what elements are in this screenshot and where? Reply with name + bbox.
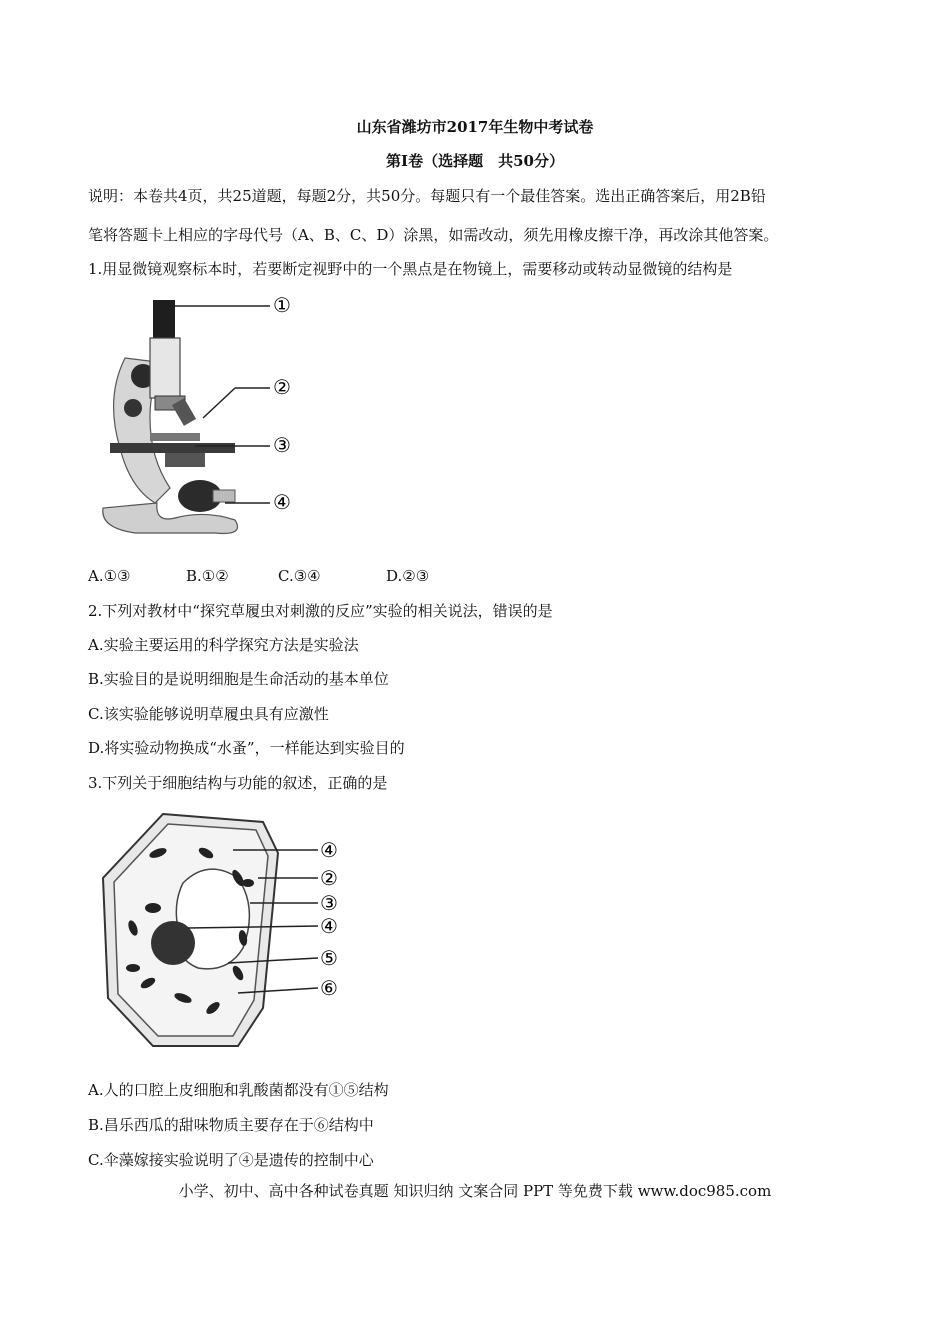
question-2-option-d: D.将实验动物换成“水蚤”，一样能达到实验目的: [88, 739, 405, 757]
cell-label-2: ②: [320, 866, 338, 890]
option-a: A.①③: [88, 567, 131, 585]
question-3-option-a: A.人的口腔上皮细胞和乳酸菌都没有①⑤结构: [88, 1081, 389, 1099]
option-d: D.②③: [386, 567, 430, 585]
question-2-option-b: B.实验目的是说明细胞是生命活动的基本单位: [88, 670, 389, 688]
question-1-options: [88, 566, 429, 586]
page-footer: 小学、初中、高中各种试卷真题 知识归纳 文案合同 PPT 等免费下载 www.doc985.com: [178, 1182, 772, 1200]
question-3-stem: 3.下列关于细胞结构与功能的叙述，正确的是: [88, 774, 388, 792]
cell-label-4: ④: [320, 914, 338, 938]
question-3-option-c: C.伞藻嫁接实验说明了④是遗传的控制中心: [88, 1151, 374, 1169]
cell-label-6: ⑥: [320, 976, 338, 1000]
figure-label-3: ③: [273, 433, 291, 457]
exam-title: 山东省潍坊市2017年生物中考试卷: [356, 118, 594, 136]
option-c: C.③④: [278, 567, 321, 585]
cell-label-3: ③: [320, 891, 338, 915]
question-2-option-c: C.该实验能够说明草履虫具有应激性: [88, 705, 329, 723]
microscope-figure: [95, 288, 305, 553]
figure-label-2: ②: [273, 375, 291, 399]
instructions-line-2: 笔将答题卡上相应的字母代号（A、B、C、D）涂黑，如需改动，须先用橡皮擦干净，再改涂其他答案。: [88, 226, 779, 244]
question-2-option-a: A.实验主要运用的科学探究方法是实验法: [88, 636, 359, 654]
plant-cell-figure: [88, 808, 358, 1053]
figure-label-1: ①: [273, 293, 291, 317]
section-heading: 第Ⅰ卷（选择题 共50分）: [386, 152, 564, 170]
question-2-stem: 2.下列对教材中“探究草履虫对刺激的反应”实验的相关说法，错误的是: [88, 602, 553, 620]
figure-label-4: ④: [273, 490, 291, 514]
instructions-line-1: 说明：本卷共4页，共25道题，每题2分，共50分。每题只有一个最佳答案。选出正确答案后，用2B铅: [88, 187, 766, 205]
question-1-stem: 1.用显微镜观察标本时，若要断定视野中的一个黑点是在物镜上，需要移动或转动显微镜的结构是: [88, 260, 733, 278]
cell-label-5: ⑤: [320, 946, 338, 970]
option-b: B.①②: [186, 567, 229, 585]
cell-label-1: ④: [320, 838, 338, 862]
question-3-option-b: B.昌乐西瓜的甜味物质主要存在于⑥结构中: [88, 1116, 374, 1134]
